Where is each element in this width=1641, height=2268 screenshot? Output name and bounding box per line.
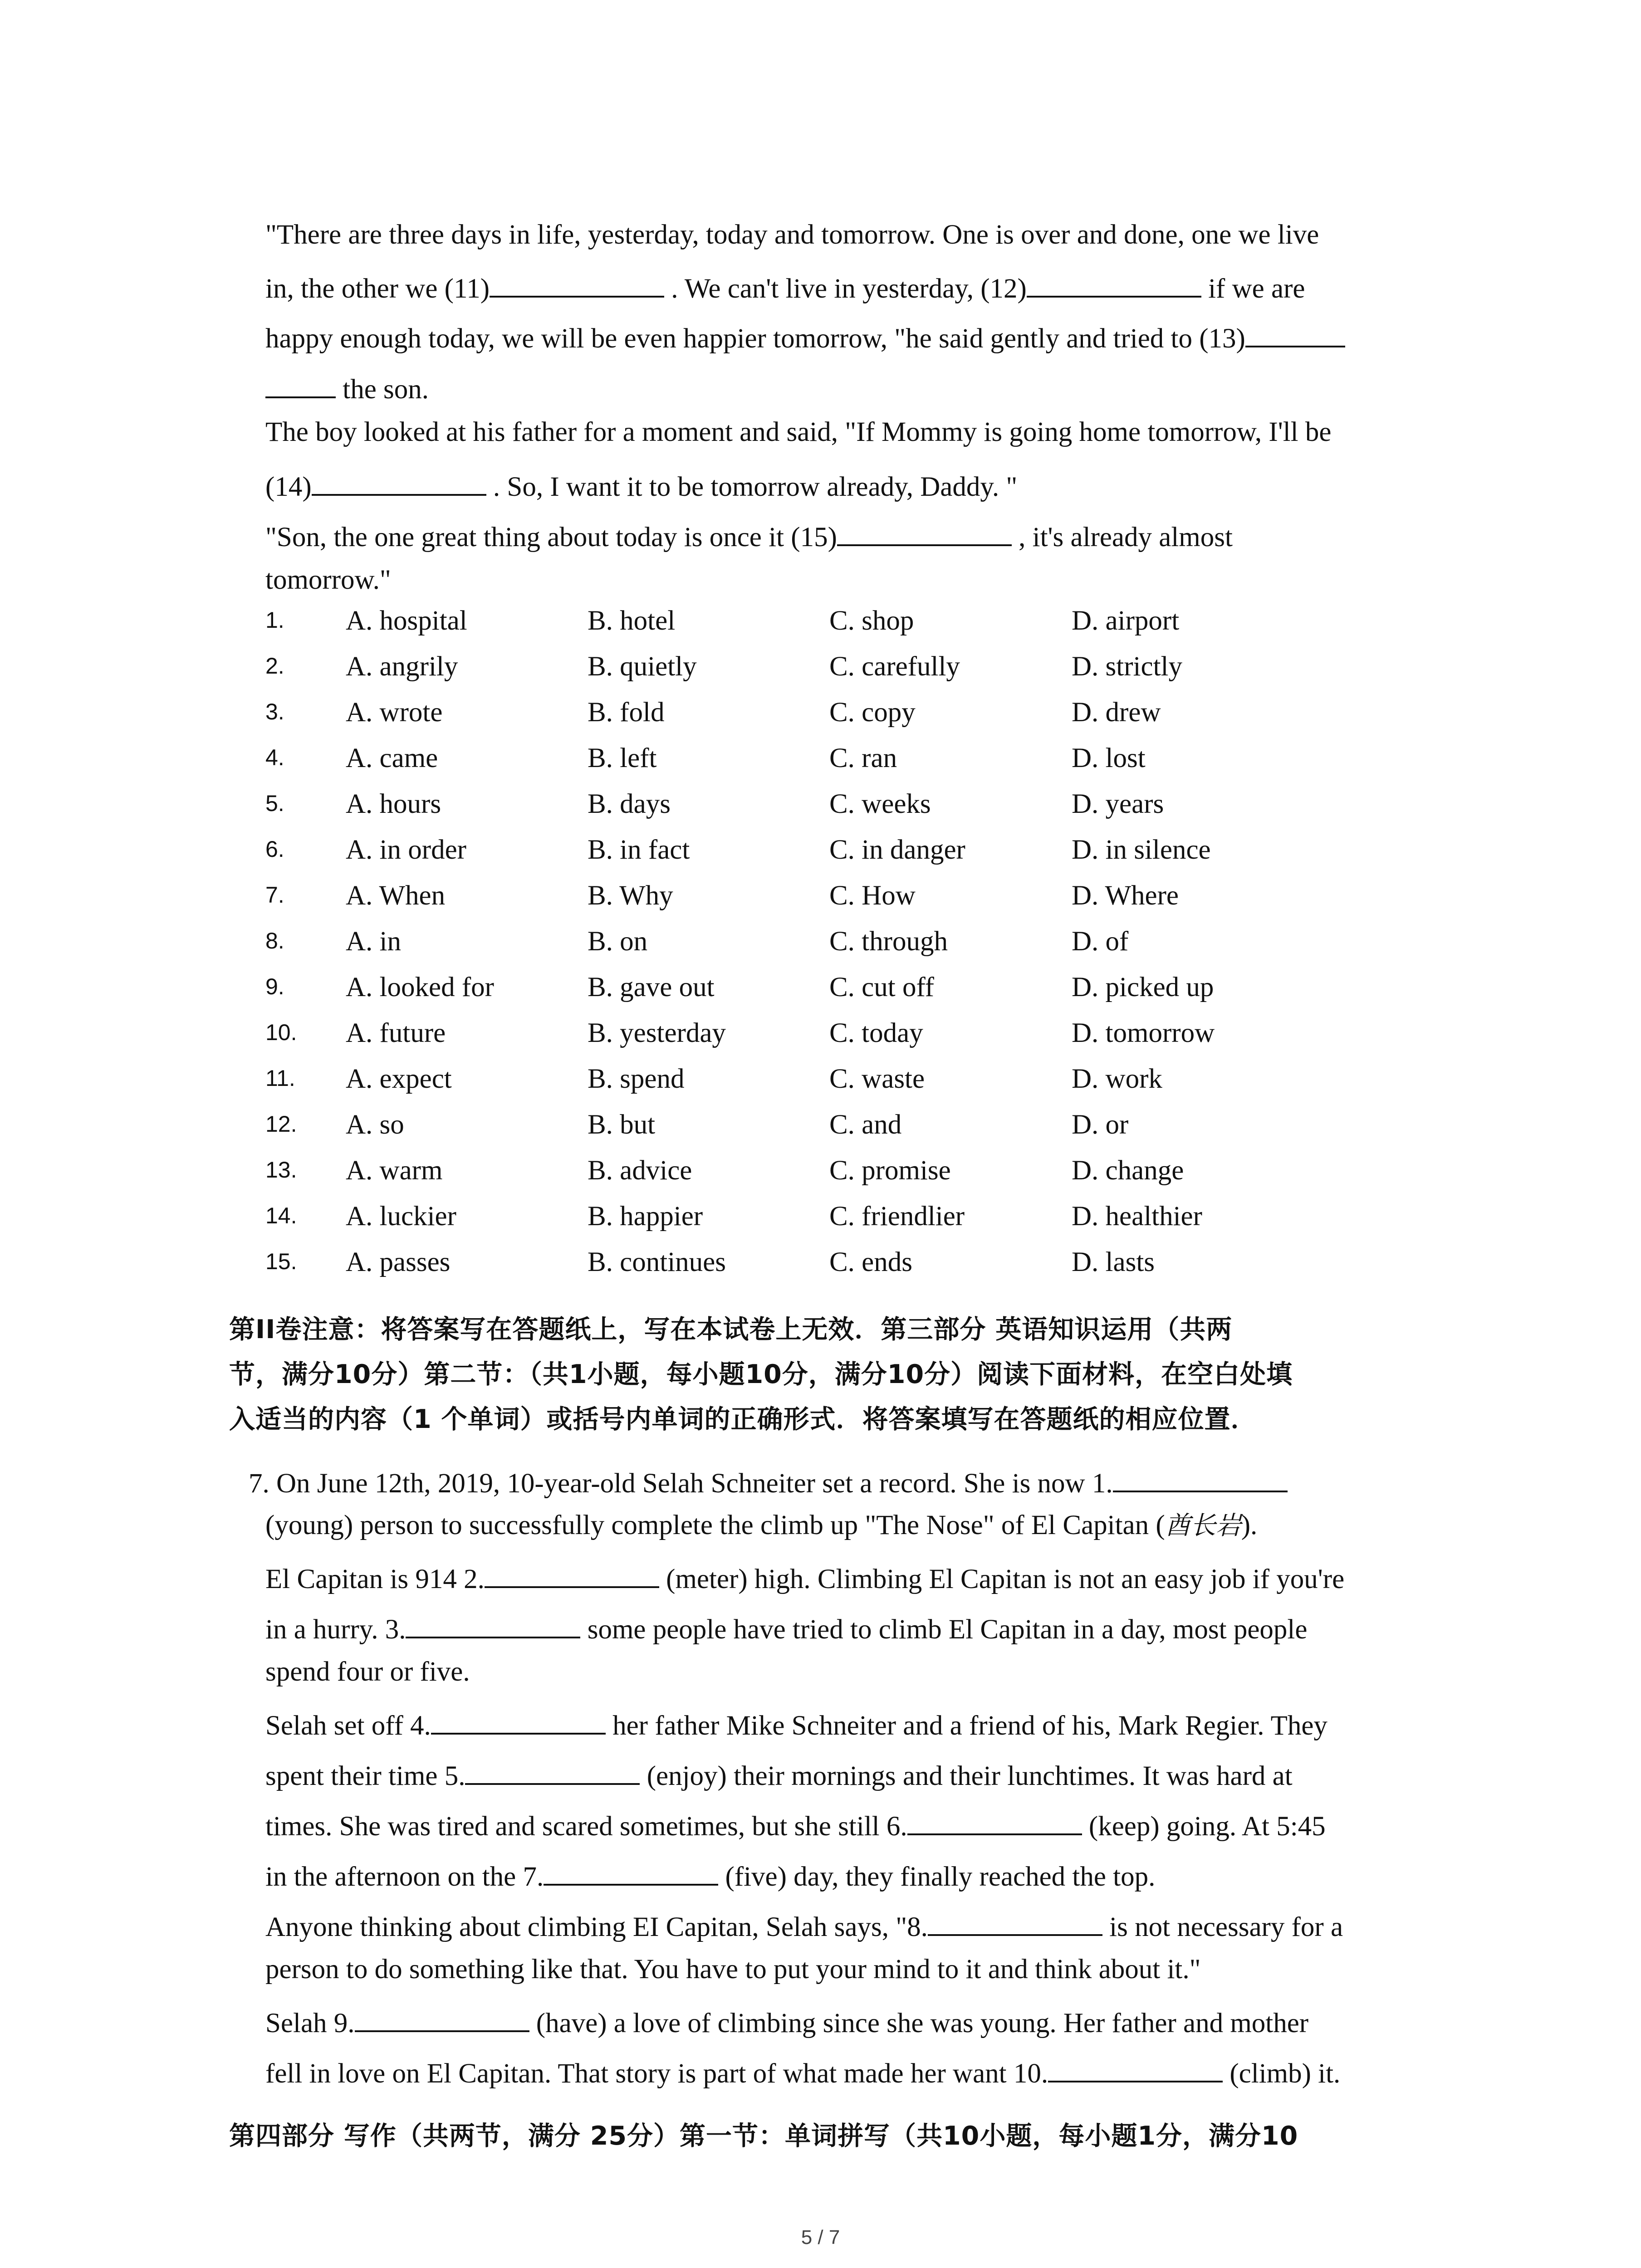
option-b: B. spend xyxy=(588,1064,685,1094)
option-b: B. continues xyxy=(588,1247,726,1277)
answer-blank-13 xyxy=(1245,321,1345,347)
option-row xyxy=(0,605,1641,646)
option-a: A. hours xyxy=(346,789,441,819)
answer-blank-15 xyxy=(837,520,1012,546)
option-a: A. wrote xyxy=(346,697,443,728)
option-row xyxy=(0,697,1641,738)
q7-line: Anyone thinking about climbing EI Capitan, Selah says, "8. is not necessary for a xyxy=(265,1910,1343,1941)
option-c: C. waste xyxy=(829,1064,925,1094)
q7-line: Selah 9. (have) a love of climbing since she was young. Her father and mother xyxy=(265,2006,1308,2037)
option-d: D. Where xyxy=(1072,880,1179,911)
passage-line: happy enough today, we will be even happier tomorrow, "he said gently and tried to (13) xyxy=(265,321,1345,352)
option-c: C. in danger xyxy=(829,835,965,865)
option-a: A. warm xyxy=(346,1155,443,1186)
option-b: B. hotel xyxy=(588,606,676,636)
option-a: A. came xyxy=(346,743,438,773)
option-row xyxy=(0,651,1641,692)
option-d: D. picked up xyxy=(1072,972,1214,1002)
option-a: A. in xyxy=(346,926,401,957)
option-b: B. Why xyxy=(588,880,673,911)
option-c: C. through xyxy=(829,926,948,957)
option-row xyxy=(0,1201,1641,1242)
question-number: 13. xyxy=(265,1157,297,1183)
option-a: A. angrily xyxy=(346,651,458,682)
question-number: 5. xyxy=(265,791,284,816)
option-a: A. hospital xyxy=(346,606,467,636)
q7-line: El Capitan is 914 2. (meter) high. Climbing El Capitan is not an easy job if you're xyxy=(265,1562,1344,1593)
part4-heading: 第四部分 写作（共两节，满分 25分）第一节：单词拼写（共10小题，每小题1分，满分10 xyxy=(229,2121,1298,2151)
section-notice-line: 入适当的内容（1 个单词）或括号内单词的正确形式．将答案填写在答题纸的相应位置． xyxy=(229,1404,1257,1434)
question-number: 2. xyxy=(265,653,284,679)
question-number: 7. xyxy=(265,882,284,908)
option-d: D. change xyxy=(1072,1155,1184,1186)
option-c: C. copy xyxy=(829,697,916,728)
answer-blank-14 xyxy=(312,469,486,496)
option-b: B. yesterday xyxy=(588,1018,726,1048)
passage-line: "There are three days in life, yesterday, today and tomorrow. One is over and done, one we live xyxy=(265,220,1319,250)
option-c: C. ends xyxy=(829,1247,912,1277)
option-c: C. today xyxy=(829,1018,923,1048)
option-row xyxy=(0,1155,1641,1196)
answer-blank-13-cont xyxy=(265,372,336,398)
option-d: D. healthier xyxy=(1072,1201,1202,1232)
passage-line: (14) . So, I want it to be tomorrow already, Daddy. " xyxy=(265,469,1017,501)
option-b: B. happier xyxy=(588,1201,703,1232)
option-d: D. lasts xyxy=(1072,1247,1155,1277)
option-row xyxy=(0,1246,1641,1287)
option-b: B. days xyxy=(588,789,671,819)
option-a: A. future xyxy=(346,1018,446,1048)
question-number: 1. xyxy=(265,607,284,633)
answer-blank-3 xyxy=(406,1612,580,1638)
q7-line: Selah set off 4. her father Mike Schneiter and a friend of his, Mark Regier. They xyxy=(265,1708,1327,1740)
option-b: B. but xyxy=(588,1110,656,1140)
answer-blank-10 xyxy=(1048,2056,1223,2082)
option-c: C. weeks xyxy=(829,789,931,819)
q7-line: person to do something like that. You have to put your mind to it and think about it." xyxy=(265,1954,1201,1984)
option-b: B. quietly xyxy=(588,651,697,682)
section-notice-line: 第II卷注意：将答案写在答题纸上，写在本试卷上无效．第三部分 英语知识运用（共两 xyxy=(229,1315,1233,1344)
option-row xyxy=(0,834,1641,875)
option-d: D. in silence xyxy=(1072,835,1211,865)
q7-line: in the afternoon on the 7. (five) day, they finally reached the top. xyxy=(265,1859,1155,1891)
answer-blank-4 xyxy=(431,1708,606,1735)
q7-line: in a hurry. 3. some people have tried to climb El Capitan in a day, most people xyxy=(265,1612,1307,1643)
passage-line: tomorrow." xyxy=(265,565,391,595)
option-a: A. so xyxy=(346,1110,404,1140)
answer-blank-9 xyxy=(355,2006,529,2032)
question-number: 8. xyxy=(265,928,284,953)
section-notice-line: 节，满分10分）第二节：（共1小题，每小题10分，满分10分）阅读下面材料，在空白处填 xyxy=(229,1359,1293,1389)
answer-blank-7 xyxy=(544,1859,718,1886)
option-a: A. looked for xyxy=(346,972,494,1002)
option-row xyxy=(0,743,1641,783)
option-b: B. on xyxy=(588,926,648,957)
passage-line: The boy looked at his father for a moment and said, "If Mommy is going home tomorrow, I'll be xyxy=(265,417,1332,447)
option-row xyxy=(0,1063,1641,1104)
q7-line: times. She was tired and scared sometimes, but she still 6. (keep) going. At 5:45 xyxy=(265,1809,1326,1840)
option-b: B. fold xyxy=(588,697,665,728)
option-row xyxy=(0,1109,1641,1150)
question-number: 4. xyxy=(265,745,284,770)
q7-line: spent their time 5. (enjoy) their mornings and their lunchtimes. It was hard at xyxy=(265,1759,1293,1790)
q7-line: 7. On June 12th, 2019, 10-year-old Selah Schneiter set a record. She is now 1. xyxy=(249,1466,1288,1497)
answer-blank-12 xyxy=(1027,271,1201,298)
option-c: C. carefully xyxy=(829,651,960,682)
question-number: 12. xyxy=(265,1111,297,1137)
option-a: A. expect xyxy=(346,1064,452,1094)
option-c: C. cut off xyxy=(829,972,934,1002)
question-number: 3. xyxy=(265,699,284,724)
option-a: A. in order xyxy=(346,835,466,865)
option-d: D. strictly xyxy=(1072,651,1182,682)
q7-line: fell in love on El Capitan. That story is part of what made her want 10. (climb) it. xyxy=(265,2056,1340,2087)
question-number: 11. xyxy=(265,1066,295,1091)
option-b: B. in fact xyxy=(588,835,690,865)
option-d: D. airport xyxy=(1072,606,1180,636)
answer-blank-2 xyxy=(485,1562,659,1588)
option-c: C. shop xyxy=(829,606,914,636)
question-number: 6. xyxy=(265,836,284,862)
option-row xyxy=(0,880,1641,921)
option-b: B. left xyxy=(588,743,657,773)
option-a: A. When xyxy=(346,880,446,911)
option-a: A. luckier xyxy=(346,1201,456,1232)
answer-blank-11 xyxy=(490,271,664,298)
option-c: C. promise xyxy=(829,1155,951,1186)
answer-blank-6 xyxy=(907,1809,1082,1835)
option-c: C. ran xyxy=(829,743,897,773)
question-number: 14. xyxy=(265,1203,297,1228)
answer-blank-5 xyxy=(465,1759,640,1785)
answer-blank-8 xyxy=(928,1910,1102,1936)
answer-blank-1 xyxy=(1113,1466,1288,1492)
option-row xyxy=(0,1017,1641,1058)
passage-line: the son. xyxy=(265,372,429,403)
option-row xyxy=(0,972,1641,1012)
option-d: D. or xyxy=(1072,1110,1129,1140)
page-number: 5 / 7 xyxy=(801,2226,840,2248)
option-row xyxy=(0,926,1641,967)
question-number: 10. xyxy=(265,1020,297,1045)
option-d: D. of xyxy=(1072,926,1129,957)
passage-line: "Son, the one great thing about today is once it (15) , it's already almost xyxy=(265,520,1233,551)
option-d: D. years xyxy=(1072,789,1164,819)
option-c: C. How xyxy=(829,880,916,911)
question-number: 9. xyxy=(265,974,284,999)
option-b: B. advice xyxy=(588,1155,692,1186)
option-d: D. work xyxy=(1072,1064,1162,1094)
option-row xyxy=(0,788,1641,829)
question-number: 15. xyxy=(265,1249,297,1274)
option-d: D. tomorrow xyxy=(1072,1018,1215,1048)
option-d: D. drew xyxy=(1072,697,1161,728)
option-d: D. lost xyxy=(1072,743,1146,773)
passage-line: in, the other we (11) . We can't live in yesterday, (12) if we are xyxy=(265,271,1305,303)
option-c: C. friendlier xyxy=(829,1201,965,1232)
q7-line: (young) person to successfully complete the climb up "The Nose" of El Capitan (酋长岩). xyxy=(265,1510,1258,1540)
option-b: B. gave out xyxy=(588,972,715,1002)
option-a: A. passes xyxy=(346,1247,451,1277)
option-c: C. and xyxy=(829,1110,902,1140)
q7-line: spend four or five. xyxy=(265,1657,470,1687)
